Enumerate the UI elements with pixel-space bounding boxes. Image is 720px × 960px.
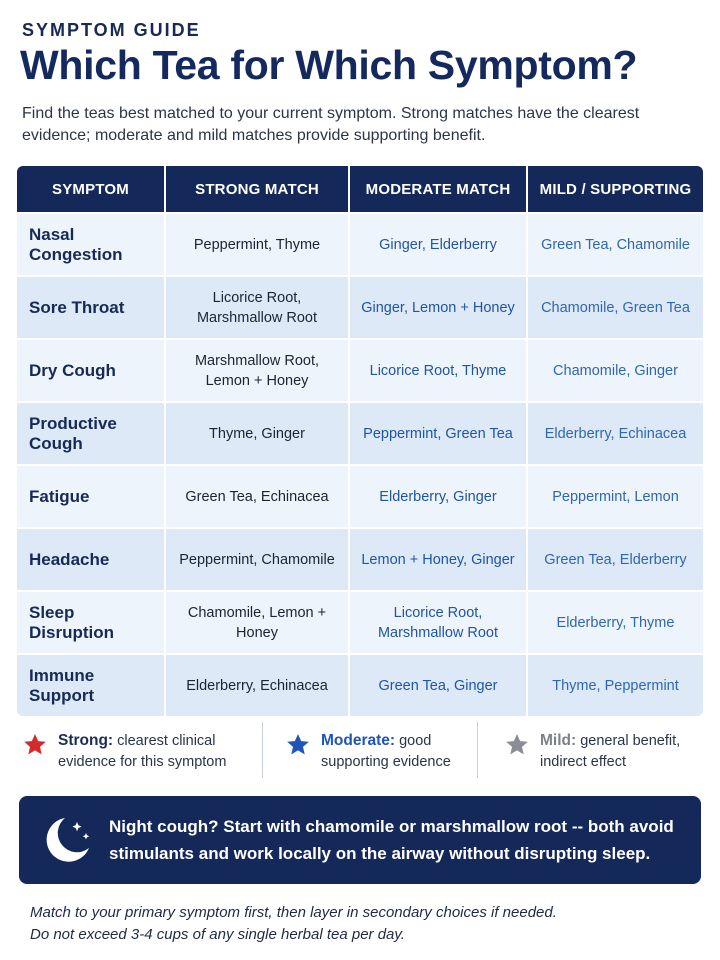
table-row xyxy=(17,653,703,716)
mild-match-cell: Chamomile, Green Tea xyxy=(528,275,703,338)
legend-strong-description: clearest clinical evidence for this symptom xyxy=(58,733,227,770)
moderate-match-cell: Licorice Root, Thyme xyxy=(350,338,528,401)
table-row xyxy=(17,212,703,275)
star-strong-shape xyxy=(24,734,46,754)
mild-match-cell: Peppermint, Lemon xyxy=(528,464,703,527)
mild-match-cell: Green Tea, Elderberry xyxy=(528,527,703,590)
table-header-row xyxy=(17,166,703,212)
table-row xyxy=(17,338,703,401)
table-row xyxy=(17,527,703,590)
legend xyxy=(22,722,702,778)
symptom-cell: Sleep Disruption xyxy=(17,590,166,653)
mild-match-cell: Chamomile, Ginger xyxy=(528,338,703,401)
star-icon xyxy=(285,732,311,758)
page-title: Which Tea for Which Symptom? xyxy=(20,42,638,88)
footer-line-2: Do not exceed 3-4 cups of any single herbal tea per day. xyxy=(30,926,405,943)
column-header-mild: MILD / SUPPORTING xyxy=(528,166,703,212)
moderate-match-cell: Green Tea, Ginger xyxy=(350,653,528,716)
legend-moderate-description: good supporting evidence xyxy=(321,733,451,770)
mild-match-cell: Elderberry, Echinacea xyxy=(528,401,703,464)
strong-match-cell: Peppermint, Chamomile xyxy=(166,527,350,590)
callout-text: Night cough? Start with chamomile or marshmallow root -- both avoid stimulants and work locally on the airway without disrupting sleep. xyxy=(109,817,674,863)
legend-moderate-text xyxy=(321,730,477,773)
mild-match-cell: Green Tea, Chamomile xyxy=(528,212,703,275)
star-icon xyxy=(22,732,48,758)
legend-strong-label: Strong: xyxy=(58,732,114,749)
legend-mild xyxy=(477,722,702,778)
strong-match-cell: Chamomile, Lemon + Honey xyxy=(166,590,350,653)
symptom-cell: Nasal Congestion xyxy=(17,212,166,275)
moderate-match-cell: Peppermint, Green Tea xyxy=(350,401,528,464)
strong-match-cell: Marshmallow Root, Lemon + Honey xyxy=(166,338,350,401)
eyebrow-label: SYMPTOM GUIDE xyxy=(22,20,201,40)
legend-mild-text xyxy=(540,730,702,773)
moderate-match-cell: Licorice Root, Marshmallow Root xyxy=(350,590,528,653)
symptom-cell: Immune Support xyxy=(17,653,166,716)
table-body xyxy=(17,212,703,716)
night-cough-callout xyxy=(19,796,701,884)
symptom-cell: Dry Cough xyxy=(17,338,166,401)
legend-moderate-label: Moderate: xyxy=(321,732,396,749)
table-row xyxy=(17,401,703,464)
moderate-match-cell: Ginger, Lemon + Honey xyxy=(350,275,528,338)
legend-mild-label: Mild: xyxy=(540,732,577,749)
strong-match-cell: Licorice Root, Marshmallow Root xyxy=(166,275,350,338)
mild-match-cell: Thyme, Peppermint xyxy=(528,653,703,716)
strong-match-cell: Peppermint, Thyme xyxy=(166,212,350,275)
column-header-symptom: SYMPTOM xyxy=(17,166,166,212)
star-icon xyxy=(504,732,530,758)
symptom-cell: Headache xyxy=(17,527,166,590)
intro-text: Find the teas best matched to your current symptom. Strong matches have the clearest evidence; moderate and mild matches provide supporting benefit. xyxy=(22,105,640,144)
column-header-strong: STRONG MATCH xyxy=(166,166,350,212)
legend-moderate xyxy=(262,722,477,778)
table-row xyxy=(17,590,703,653)
strong-match-cell: Elderberry, Echinacea xyxy=(166,653,350,716)
moderate-match-cell: Lemon + Honey, Ginger xyxy=(350,527,528,590)
star-moderate-shape xyxy=(287,734,309,754)
mild-match-cell: Elderberry, Thyme xyxy=(528,590,703,653)
footer-note xyxy=(30,902,700,946)
strong-match-cell: Green Tea, Echinacea xyxy=(166,464,350,527)
table-row xyxy=(17,464,703,527)
legend-mild-description: general benefit, indirect effect xyxy=(540,733,681,770)
legend-strong xyxy=(22,722,262,778)
symptom-cell: Productive Cough xyxy=(17,401,166,464)
footer-line-1: Match to your primary symptom first, then layer in secondary choices if needed. xyxy=(30,904,557,921)
legend-strong-text xyxy=(58,730,262,773)
symptom-cell: Fatigue xyxy=(17,464,166,527)
moderate-match-cell: Ginger, Elderberry xyxy=(350,212,528,275)
column-header-moderate: MODERATE MATCH xyxy=(350,166,528,212)
symptom-cell: Sore Throat xyxy=(17,275,166,338)
symptom-tea-table xyxy=(17,166,703,716)
moderate-match-cell: Elderberry, Ginger xyxy=(350,464,528,527)
strong-match-cell: Thyme, Ginger xyxy=(166,401,350,464)
star-mild-shape xyxy=(506,734,528,754)
table-row xyxy=(17,275,703,338)
moon-stars-icon xyxy=(39,812,95,868)
